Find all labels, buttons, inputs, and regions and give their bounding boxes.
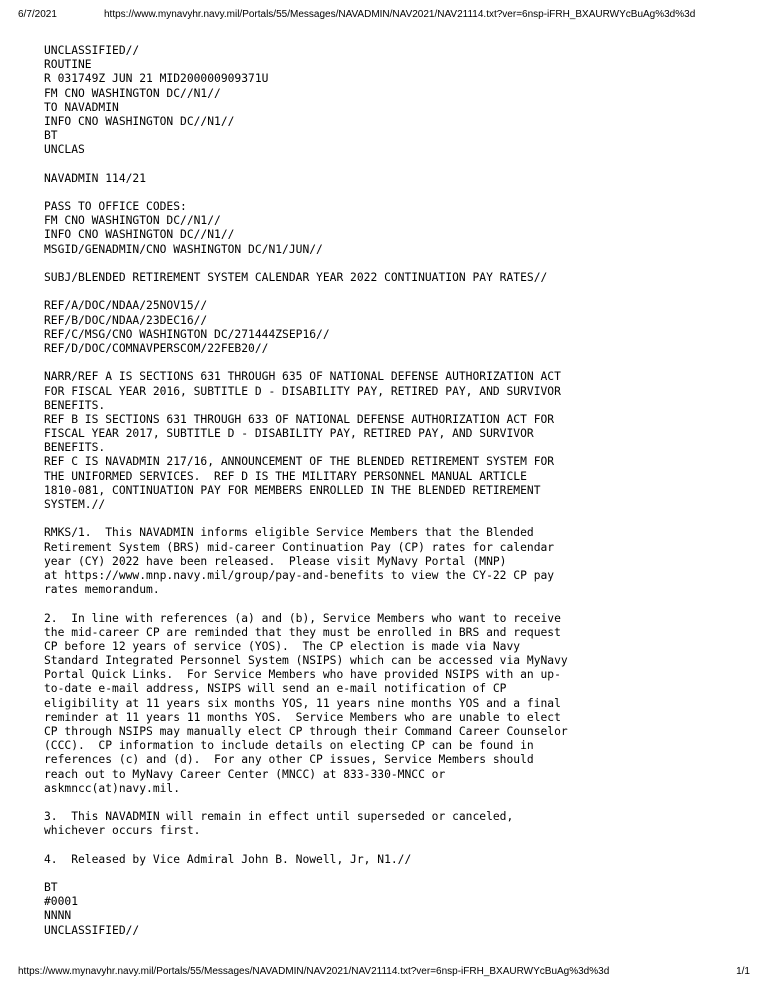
message-line: to-date e-mail address, NSIPS will send an e-mail notification of CP [44,682,507,696]
message-line: BENEFITS. [44,441,106,455]
message-line: REF/A/DOC/NDAA/25NOV15// [44,299,208,313]
message-line: ROUTINE [44,58,92,72]
message-line [44,257,764,271]
message-line: 3. This NAVADMIN will remain in effect until superseded or canceled, [44,810,514,824]
message-line: UNCLASSIFIED// [44,44,140,57]
message-line [44,186,764,200]
message-line: 4. Released by Vice Admiral John B. Nowell, Jr, N1.// [44,852,412,866]
message-line: BENEFITS. [44,398,106,412]
message-line: REF/B/DOC/NDAA/23DEC16// [44,313,208,327]
print-header [0,8,768,22]
message-line: BT [44,881,58,895]
message-line: REF C IS NAVADMIN 217/16, ANNOUNCEMENT OF THE BLENDED RETIREMENT SYSTEM FOR [44,455,555,469]
message-body [44,44,764,938]
print-header-url: https://www.mynavyhr.navy.mil/Portals/55/Messages/NAVADMIN/NAV2021/NAV21114.txt?ver=6nsp-iFRH_BXAURWYcBuAg%3d%3d [104,9,696,20]
message-line: 2. In line with references (a) and (b), Service Members who want to receive [44,611,561,625]
message-line: REF B IS SECTIONS 631 THROUGH 633 OF NATIONAL DEFENSE AUTHORIZATION ACT FOR [44,412,555,426]
message-line: FM CNO WASHINGTON DC//N1// [44,86,221,100]
message-line: BT [44,129,58,143]
message-line [44,285,764,299]
message-line: FM CNO WASHINGTON DC//N1// [44,214,221,228]
message-line [44,796,764,810]
message-line: NARR/REF A IS SECTIONS 631 THROUGH 635 OF NATIONAL DEFENSE AUTHORIZATION ACT [44,370,561,384]
message-line [44,512,764,526]
print-date: 6/7/2021 [18,9,57,20]
message-line: SYSTEM.// [44,498,106,511]
print-footer-url: https://www.mynavyhr.navy.mil/Portals/55/Messages/NAVADMIN/NAV2021/NAV21114.txt?ver=6nsp-iFRH_BXAURWYcBuAg%3d%3d [18,966,610,977]
message-line: 1810-081, CONTINUATION PAY FOR MEMBERS ENROLLED IN THE BLENDED RETIREMENT [44,483,541,497]
message-line: UNCLASSIFIED// [44,923,140,937]
message-line: Portal Quick Links. For Service Members who have provided NSIPS with an up- [44,668,561,682]
message-line: whichever occurs first. [44,824,201,838]
message-line: REF/C/MSG/CNO WASHINGTON DC/271444ZSEP16// [44,327,330,341]
message-line: year (CY) 2022 have been released. Please visit MyNavy Portal (MNP) [44,554,507,568]
message-line: (CCC). CP information to include details on electing CP can be found in [44,739,534,753]
message-line: NNNN [44,909,72,923]
message-line: TO NAVADMIN [44,100,119,114]
message-line [44,356,764,370]
message-line: RMKS/1. This NAVADMIN informs eligible Service Members that the Blended [44,526,534,540]
message-line [44,867,764,881]
message-line [44,158,764,172]
message-line: rates memorandum. [44,583,160,597]
message-line: CP through NSIPS may manually elect CP through their Command Career Counselor [44,725,568,738]
message-line: MSGID/GENADMIN/CNO WASHINGTON DC/N1/JUN// [44,242,323,256]
message-line: FISCAL YEAR 2017, SUBTITLE D - DISABILITY PAY, RETIRED PAY, AND SURVIVOR [44,427,534,441]
page-number: 1/1 [736,966,750,977]
message-line: UNCLAS [44,143,85,157]
message-line: FOR FISCAL YEAR 2016, SUBTITLE D - DISABILITY PAY, RETIRED PAY, AND SURVIVOR [44,384,561,398]
message-line: THE UNIFORMED SERVICES. REF D IS THE MILITARY PERSONNEL MANUAL ARTICLE [44,469,527,483]
message-line: Standard Integrated Personnel System (NSIPS) which can be accessed via MyNavy [44,654,568,668]
message-line: Retirement System (BRS) mid-career Continuation Pay (CP) rates for calendar [44,540,555,554]
message-line [44,597,764,611]
message-line: CP before 12 years of service (YOS). The CP election is made via Navy [44,639,521,653]
message-line: INFO CNO WASHINGTON DC//N1// [44,228,235,242]
message-line: PASS TO OFFICE CODES: [44,200,187,214]
message-line [44,839,764,853]
message-line: INFO CNO WASHINGTON DC//N1// [44,114,235,128]
message-line: REF/D/DOC/COMNAVPERSCOM/22FEB20// [44,341,269,355]
message-line: R 031749Z JUN 21 MID200000909371U [44,72,269,86]
message-line: reminder at 11 years 11 months YOS. Service Members who are unable to elect [44,710,561,724]
message-line: eligibility at 11 years six months YOS, 11 years nine months YOS and a final [44,696,561,710]
message-line: NAVADMIN 114/21 [44,171,147,185]
print-footer [0,965,768,979]
message-line: askmncc(at)navy.mil. [44,781,181,795]
message-line: reach out to MyNavy Career Center (MNCC) at 833-330-MNCC or [44,767,446,781]
message-line: the mid-career CP are reminded that they must be enrolled in BRS and request [44,625,561,639]
message-line: SUBJ/BLENDED RETIREMENT SYSTEM CALENDAR YEAR 2022 CONTINUATION PAY RATES// [44,271,548,284]
message-line: #0001 [44,895,79,909]
message-line: references (c) and (d). For any other CP issues, Service Members should [44,753,534,767]
message-line: at https://www.mnp.navy.mil/group/pay-and-benefits to view the CY-22 CP pay [44,568,555,582]
